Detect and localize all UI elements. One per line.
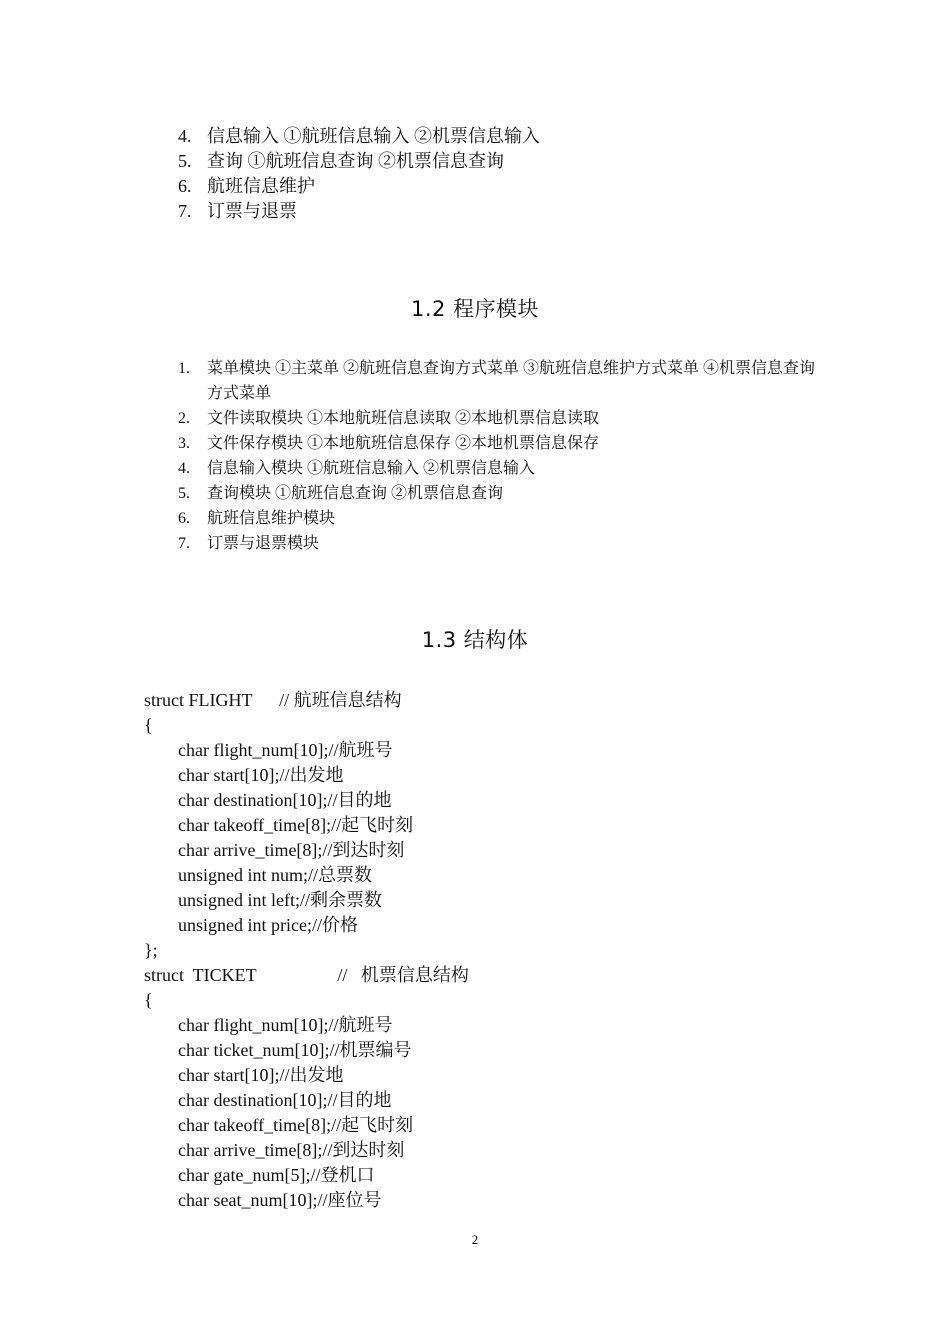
- code-line: char flight_num[10];//航班号: [178, 740, 393, 760]
- list-item: [178, 481, 818, 506]
- list-text: 信息输入 ①航班信息输入 ②机票信息输入: [207, 126, 540, 146]
- code-line: char gate_num[5];//登机口: [178, 1165, 375, 1185]
- list-text: 文件保存模块 ①本地航班信息保存 ②本地机票信息保存: [207, 435, 600, 452]
- list-number: 7.: [178, 201, 192, 221]
- section-heading-struct: 1.3 结构体: [421, 628, 529, 652]
- code-line: };: [144, 940, 158, 960]
- list-text: 订票与退票: [207, 201, 297, 221]
- list-text: 信息输入模块 ①航班信息输入 ②机票信息输入: [207, 460, 536, 477]
- page-number: 2: [471, 1232, 479, 1247]
- list-item: [178, 149, 540, 174]
- code-line: char takeoff_time[8];//起飞时刻: [178, 1115, 414, 1135]
- list-text: 文件读取模块 ①本地航班信息读取 ②本地机票信息读取: [207, 410, 600, 427]
- code-line: char destination[10];//目的地: [178, 1090, 392, 1110]
- list-item: [178, 174, 540, 199]
- section-heading-modules: 1.2 程序模块: [410, 297, 540, 321]
- code-line: {: [144, 715, 153, 735]
- code-line: char start[10];//出发地: [178, 765, 344, 785]
- module-list: [178, 356, 818, 556]
- code-line: char arrive_time[8];//到达时刻: [178, 840, 405, 860]
- code-line: char seat_num[10];//座位号: [178, 1190, 382, 1210]
- code-line: {: [144, 990, 153, 1010]
- code-line: char takeoff_time[8];//起飞时刻: [178, 815, 414, 835]
- code-line: unsigned int price;//价格: [178, 915, 358, 935]
- list-item: [178, 506, 818, 531]
- list-text: 航班信息维护模块: [207, 510, 336, 527]
- list-text: 查询模块 ①航班信息查询 ②机票信息查询: [207, 485, 504, 502]
- list-item: [178, 531, 818, 556]
- list-number: 5.: [178, 151, 192, 171]
- code-line: struct TICKET // 机票信息结构: [144, 965, 469, 985]
- list-item: [178, 199, 540, 224]
- function-list-continued: [178, 124, 540, 224]
- code-line: unsigned int num;//总票数: [178, 865, 373, 885]
- list-number: 1.: [178, 360, 190, 377]
- list-number: 4.: [178, 126, 192, 146]
- list-text: 航班信息维护: [207, 176, 315, 196]
- code-line: char flight_num[10];//航班号: [178, 1015, 393, 1035]
- code-line: struct FLIGHT // 航班信息结构: [144, 690, 402, 710]
- list-number: 2.: [178, 410, 190, 427]
- list-number: 3.: [178, 435, 190, 452]
- list-text: 查询 ①航班信息查询 ②机票信息查询: [207, 151, 504, 171]
- list-number: 5.: [178, 485, 190, 502]
- list-number: 6.: [178, 510, 190, 527]
- code-line: char start[10];//出发地: [178, 1065, 344, 1085]
- list-text: 订票与退票模块: [207, 535, 320, 552]
- list-item: [178, 356, 818, 406]
- list-text: 菜单模块 ①主菜单 ②航班信息查询方式菜单 ③航班信息维护方式菜单 ④机票信息查询方式菜单: [207, 360, 816, 402]
- list-number: 6.: [178, 176, 192, 196]
- list-item: [178, 456, 818, 481]
- struct-code-block: [144, 688, 469, 1213]
- code-line: char ticket_num[10];//机票编号: [178, 1040, 412, 1060]
- code-line: char arrive_time[8];//到达时刻: [178, 1140, 405, 1160]
- list-number: 4.: [178, 460, 190, 477]
- list-number: 7.: [178, 535, 190, 552]
- list-item: [178, 431, 818, 456]
- code-line: unsigned int left;//剩余票数: [178, 890, 382, 910]
- list-item: [178, 406, 818, 431]
- list-item: [178, 124, 540, 149]
- code-line: char destination[10];//目的地: [178, 790, 392, 810]
